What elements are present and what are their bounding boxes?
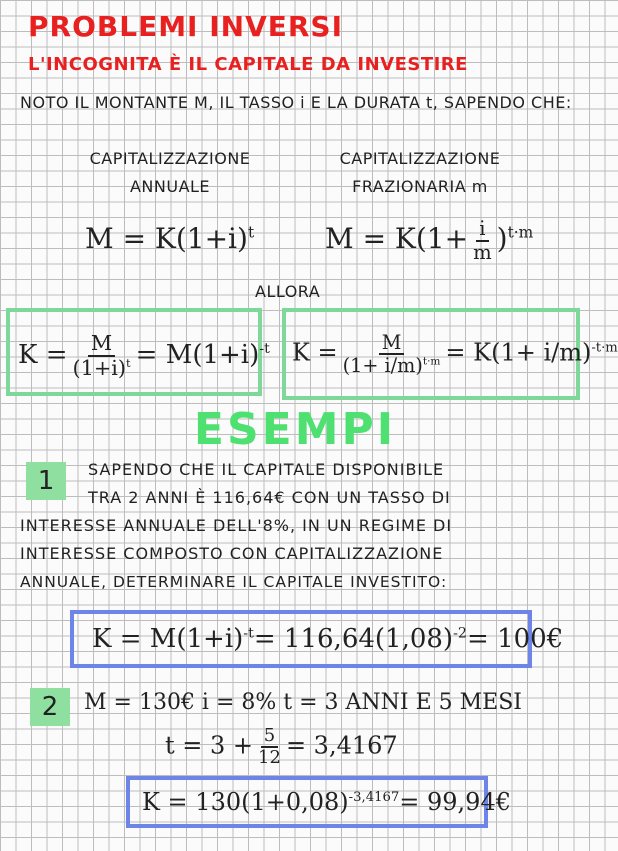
ex1-sol-exp2: -2: [453, 625, 468, 642]
inv-annual-fraction: [69, 332, 133, 380]
frac-num: i: [476, 218, 488, 242]
fractional-heading-line1: CAPITALIZZAZIONE: [339, 149, 501, 168]
inv-frac-den-exp: t·m: [422, 355, 441, 368]
example1-line4: INTERESSE COMPOSTO CON CAPITALIZZAZIONE: [20, 544, 444, 563]
fractional-formula-exp: t·m: [507, 223, 534, 242]
ex2-t-num: 5: [261, 726, 278, 748]
example1-line5: ANNUALE, DETERMINARE IL CAPITALE INVESTITO:: [20, 573, 448, 591]
inv-frac-num: M: [379, 332, 405, 355]
inv-annual-den-exp: t: [126, 355, 131, 370]
example1-badge: 1: [26, 462, 66, 500]
example2-badge: 2: [30, 688, 70, 726]
intro-text: NOTO IL MONTANTE M, IL TASSO i E LA DURATA t, SAPENDO CHE:: [20, 93, 572, 112]
page-subtitle: L'INCOGNITA È IL CAPITALE DA INVESTIRE: [28, 54, 468, 75]
ex2-t-rhs: = 3,4167: [285, 731, 398, 760]
fractional-formula: M = K(1+ $\frac{i}{m}$ )$^{t\cdot m}$: [325, 217, 534, 264]
annual-heading-line1: CAPITALIZZAZIONE: [89, 149, 251, 168]
inv-frac-fraction: [340, 332, 444, 376]
inv-annual-den-base: (1+i): [72, 355, 127, 380]
inverse-annual-formula: [18, 332, 270, 380]
inv-frac-den: [340, 355, 444, 376]
inv-annual-num: M: [88, 332, 115, 357]
example1-line3: INTERESSE ANNUALE DELL'8%, IN UN REGIME DI: [20, 516, 453, 535]
ex1-sol-c: = 100€: [467, 624, 564, 654]
ex2-sol-a: K = 130(1+0,08): [142, 788, 349, 816]
annual-formula-exp: t: [247, 223, 255, 242]
ex2-t-lhs: t = 3 +: [165, 731, 254, 760]
ex1-sol-exp1: -t: [243, 625, 254, 642]
ex2-t-fraction: [255, 726, 284, 768]
frac-den: m: [473, 240, 492, 264]
annual-formula-lhs: M = K(1+i): [85, 222, 248, 255]
annual-heading: [55, 145, 285, 201]
example1-solution-box: [70, 610, 564, 668]
example1-line2: TRA 2 ANNI È 116,64€ CON UN TASSO DI: [88, 488, 451, 507]
examples-title: ESEMPI: [193, 404, 397, 455]
ex2-sol-b: = 99,94€: [399, 788, 511, 816]
inv-frac-den-base: (1+ i/m): [342, 354, 423, 378]
example2-solution: [142, 788, 511, 816]
example1-solution: [92, 624, 563, 654]
inverse-fractional-formula: [292, 332, 618, 376]
annual-formula: [85, 222, 254, 255]
ex2-t-den: 12: [258, 746, 281, 768]
fractional-heading: [300, 145, 540, 201]
annual-heading-line2: ANNUALE: [129, 177, 211, 196]
ex1-sol-a: K = M(1+i): [92, 624, 244, 654]
example2-solution-box: [126, 776, 511, 828]
example2-t-formula: [165, 726, 398, 768]
inverse-annual-box: [6, 308, 270, 396]
page-title: PROBLEMI INVERSI: [28, 10, 344, 43]
allora-label: ALLORA: [255, 282, 321, 301]
inv-annual-k: K =: [18, 339, 68, 370]
fractional-formula-lhs: M = K(1+: [325, 222, 469, 256]
inv-annual-rhs-exp: -t: [259, 341, 270, 358]
fractional-heading-line2: FRAZIONARIA m: [352, 177, 488, 196]
ex2-sol-exp: -3,4167: [348, 790, 400, 805]
inv-annual-rhs: = M(1+i): [135, 339, 260, 370]
ex1-sol-b: = 116,64(1,08): [253, 624, 454, 654]
example1-line1: SAPENDO CHE IL CAPITALE DISPONIBILE: [88, 460, 445, 479]
fractional-formula-fraction: [470, 218, 495, 263]
inv-frac-rhs-exp: -t·m: [591, 340, 618, 356]
inverse-fractional-box: [282, 308, 618, 400]
inv-frac-k: K =: [292, 338, 338, 367]
example2-given: M = 130€ i = 8% t = 3 ANNI E 5 MESI: [84, 690, 522, 715]
inv-annual-den: [69, 357, 133, 380]
inv-frac-rhs: = K(1+ i/m): [445, 338, 592, 367]
